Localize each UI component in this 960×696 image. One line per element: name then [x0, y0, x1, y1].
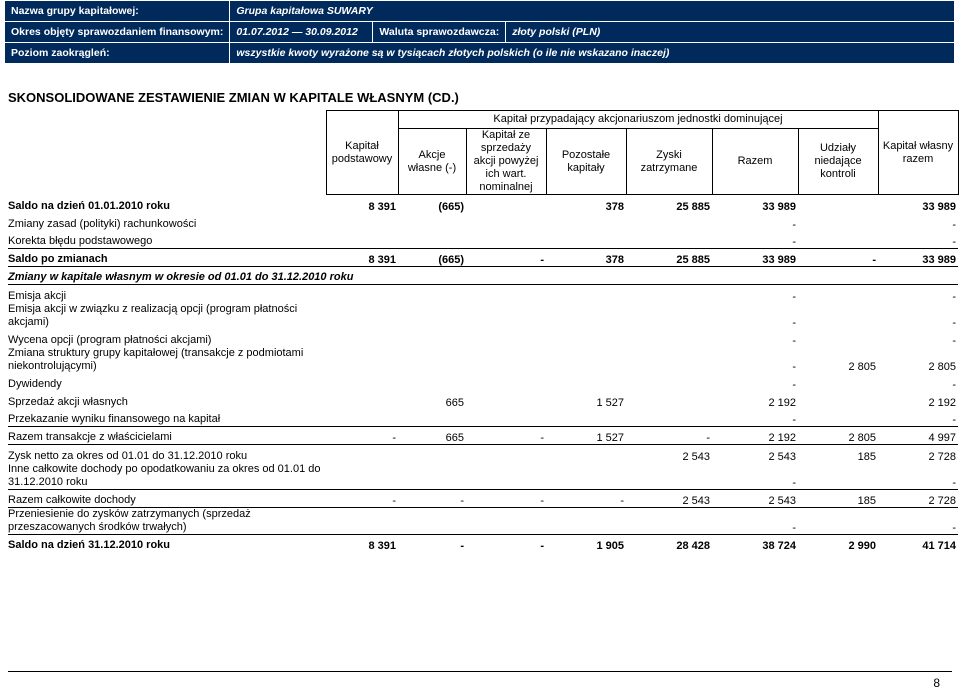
- statement-title: SKONSOLIDOWANE ZESTAWIENIE ZMIAN W KAPITALE WŁASNYM (CD.): [8, 90, 459, 105]
- col-share-capital: Kapitał podstawowy: [326, 111, 398, 195]
- row-value: -: [952, 316, 957, 329]
- table-row: [8, 329, 958, 347]
- row-value: -: [798, 249, 878, 267]
- row-value: [466, 445, 546, 463]
- row-value: (665): [398, 249, 466, 267]
- col-share-premium: Kapitał ze sprzedaży akcji powyżej ich wart. nominalnej: [466, 129, 546, 195]
- row-value: [546, 303, 626, 329]
- row-value: -: [878, 507, 958, 534]
- row-value: [398, 347, 466, 373]
- row-value: [626, 285, 712, 303]
- row-value: 2 543: [712, 489, 798, 507]
- row-value: -: [466, 534, 546, 552]
- row-value: [466, 373, 546, 391]
- row-value: [798, 213, 878, 231]
- row-value: [466, 409, 546, 427]
- table-row: [8, 507, 958, 534]
- row-value: 33 989: [762, 200, 796, 213]
- col-retained-earnings: Zyski zatrzymane: [626, 129, 712, 195]
- row-value: 2 805: [798, 427, 878, 445]
- row-value: [626, 347, 712, 373]
- row-value: 8 391: [326, 249, 398, 267]
- currency-value: złoty polski (PLN): [506, 22, 955, 43]
- row-value: -: [792, 316, 796, 329]
- row-label: Zmiana struktury grupy kapitałowej (transakcje z podmiotami niekontrolującymi): [8, 346, 304, 372]
- table-row: [8, 427, 958, 445]
- row-value: [546, 213, 626, 231]
- row-value: 2 728: [878, 445, 958, 463]
- row-value: 2 192: [712, 427, 798, 445]
- row-value: [398, 303, 466, 329]
- row-value: -: [712, 285, 798, 303]
- row-value: [326, 231, 398, 249]
- row-value: -: [792, 476, 796, 489]
- row-value: -: [466, 489, 546, 507]
- table-row: [8, 534, 958, 552]
- row-value: 25 885: [676, 200, 710, 213]
- row-value: [466, 285, 546, 303]
- row-value: [546, 507, 626, 534]
- row-value: [626, 231, 712, 249]
- row-label: Zmiany zasad (polityki) rachunkowości: [8, 217, 197, 230]
- row-value: [626, 213, 712, 231]
- row-value: [466, 231, 546, 249]
- row-value: 665: [398, 427, 466, 445]
- table-row: [8, 249, 958, 267]
- page-rule: [8, 671, 952, 672]
- row-value: 2 805: [848, 360, 877, 373]
- row-value: [398, 445, 466, 463]
- row-value: [626, 409, 712, 427]
- row-value: [626, 391, 712, 409]
- col-non-controlling: Udziały niedające kontroli: [798, 129, 878, 195]
- page-number: 8: [933, 676, 940, 690]
- row-label: Saldo na dzień 31.12.2010 roku: [8, 534, 326, 552]
- row-label: Emisja akcji w związku z realizacją opcji (program płatności akcjami): [8, 302, 298, 328]
- row-value: [326, 463, 398, 490]
- row-value: [466, 391, 546, 409]
- period-label: Okres objęty sprawozdaniem finansowym:: [5, 22, 230, 43]
- row-label: Przekazanie wyniku finansowego na kapitał: [8, 413, 221, 425]
- row-value: -: [712, 507, 798, 534]
- rounding-label: Poziom zaokrągleń:: [5, 43, 230, 64]
- col-group-parent: Kapitał przypadający akcjonariuszom jednostki dominującej: [398, 111, 878, 129]
- row-value: [326, 303, 398, 329]
- row-value: [326, 213, 398, 231]
- equity-changes-table: [8, 110, 959, 552]
- table-row: [8, 463, 958, 490]
- row-value: [626, 463, 712, 490]
- row-value: [398, 463, 466, 490]
- row-value: 185: [798, 489, 878, 507]
- row-label: Sprzedaż akcji własnych: [8, 395, 128, 408]
- row-value: [626, 329, 712, 347]
- row-value: 378: [605, 200, 624, 213]
- row-value: 2 990: [798, 534, 878, 552]
- col-treasury-shares: Akcje własne (-): [398, 129, 466, 195]
- row-value: -: [952, 218, 957, 231]
- row-value: 665: [445, 396, 464, 409]
- table-row: [8, 489, 958, 507]
- row-value: 41 714: [878, 534, 958, 552]
- row-value: 1 527: [546, 427, 626, 445]
- row-label: Wycena opcji (program płatności akcjami): [8, 333, 212, 346]
- row-value: [546, 463, 626, 490]
- col-total: Razem: [712, 129, 798, 195]
- row-value: -: [952, 476, 957, 489]
- row-label: Przeniesienie do zysków zatrzymanych (sprzedaż przeszacowanych środków trwałych): [8, 507, 326, 534]
- row-label: Emisja akcji: [8, 285, 326, 303]
- row-value: -: [326, 489, 398, 507]
- row-value: [798, 195, 878, 213]
- row-value: -: [878, 285, 958, 303]
- row-value: [326, 285, 398, 303]
- header-blank: [8, 111, 326, 129]
- row-value: [626, 303, 712, 329]
- row-value: [398, 231, 466, 249]
- row-value: -: [952, 414, 957, 426]
- row-label: Zmiany w kapitale własnym w okresie od 01.01 do 31.12.2010 roku: [8, 267, 958, 285]
- row-label: Korekta błędu podstawowego: [8, 235, 153, 247]
- row-value: -: [546, 489, 626, 507]
- row-value: [546, 445, 626, 463]
- table-row: [8, 409, 958, 427]
- row-value: [626, 507, 712, 534]
- row-value: 2 543: [626, 489, 712, 507]
- row-value: -: [466, 427, 546, 445]
- col-other-capital: Pozostałe kapitały: [546, 129, 626, 195]
- table-row: [8, 445, 958, 463]
- row-value: [466, 213, 546, 231]
- row-value: -: [952, 236, 957, 248]
- row-value: [326, 409, 398, 427]
- row-value: [466, 303, 546, 329]
- table-body: [8, 195, 958, 553]
- row-value: -: [792, 236, 796, 248]
- table-row: [8, 391, 958, 409]
- row-value: 1 527: [596, 396, 624, 409]
- row-value: [466, 507, 546, 534]
- row-value: 4 997: [878, 427, 958, 445]
- row-value: 8 391: [368, 200, 396, 213]
- row-value: 1 905: [546, 534, 626, 552]
- row-value: [546, 329, 626, 347]
- row-value: [546, 231, 626, 249]
- row-value: 378: [546, 249, 626, 267]
- row-value: [798, 231, 878, 249]
- row-value: 38 724: [712, 534, 798, 552]
- row-value: 33 989: [712, 249, 798, 267]
- period-value: 01.07.2012 — 30.09.2012: [230, 22, 373, 43]
- row-value: [626, 373, 712, 391]
- table-row: [8, 213, 958, 231]
- col-total-equity: Kapitał własny razem: [878, 111, 958, 195]
- table-row: [8, 373, 958, 391]
- row-value: 2 543: [712, 445, 798, 463]
- row-value: [798, 391, 878, 409]
- group-name-value: Grupa kapitałowa SUWARY: [230, 1, 955, 22]
- row-value: -: [952, 334, 957, 347]
- row-value: [398, 329, 466, 347]
- row-value: 2 805: [928, 360, 957, 373]
- table-row: [8, 303, 958, 329]
- row-value: 185: [798, 445, 878, 463]
- row-value: [326, 373, 398, 391]
- rounding-value: wszystkie kwoty wyrażone są w tysiącach złotych polskich (o ile nie wskazano inaczej): [230, 43, 955, 64]
- row-value: 28 428: [626, 534, 712, 552]
- row-value: 2 543: [626, 445, 712, 463]
- group-name-label: Nazwa grupy kapitałowej:: [5, 1, 230, 22]
- table-row: [8, 267, 958, 285]
- row-value: [326, 329, 398, 347]
- row-value: -: [326, 427, 398, 445]
- row-value: (665): [438, 200, 464, 213]
- row-value: [398, 507, 466, 534]
- row-value: 2 728: [878, 489, 958, 507]
- row-value: -: [626, 427, 712, 445]
- row-value: [398, 285, 466, 303]
- row-value: [798, 463, 878, 490]
- row-label: Zysk netto za okres od 01.01 do 31.12.2010 roku: [8, 445, 326, 463]
- table-row: [8, 195, 958, 213]
- row-label: Razem transakcje z właścicielami: [8, 427, 326, 445]
- table-row: [8, 231, 958, 249]
- row-value: 2 192: [768, 396, 796, 409]
- row-value: [546, 285, 626, 303]
- row-value: -: [792, 334, 796, 347]
- row-value: -: [952, 378, 957, 391]
- row-value: -: [466, 249, 546, 267]
- row-value: -: [398, 489, 466, 507]
- row-value: [326, 507, 398, 534]
- row-label: Saldo po zmianach: [8, 249, 326, 267]
- row-label: Dywidendy: [8, 377, 62, 390]
- row-value: [466, 195, 546, 213]
- row-value: [398, 373, 466, 391]
- row-label: Razem całkowite dochody: [8, 489, 326, 507]
- table-row: [8, 347, 958, 373]
- row-label: Inne całkowite dochody po opodatkowaniu za okres od 01.01 do 31.12.2010 roku: [8, 462, 321, 488]
- row-value: -: [792, 360, 796, 373]
- row-value: -: [792, 378, 796, 391]
- row-value: [466, 329, 546, 347]
- row-value: [466, 347, 546, 373]
- row-value: 8 391: [326, 534, 398, 552]
- row-value: [546, 373, 626, 391]
- row-value: [546, 409, 626, 427]
- row-value: [326, 391, 398, 409]
- row-value: 33 989: [878, 249, 958, 267]
- row-value: [466, 463, 546, 490]
- row-value: [326, 445, 398, 463]
- row-value: [798, 303, 878, 329]
- row-value: [398, 213, 466, 231]
- row-value: 25 885: [626, 249, 712, 267]
- row-value: [798, 329, 878, 347]
- row-value: [546, 347, 626, 373]
- row-value: -: [792, 218, 796, 231]
- row-value: [798, 409, 878, 427]
- row-value: [798, 507, 878, 534]
- currency-label: Waluta sprawozdawcza:: [373, 22, 506, 43]
- report-header: [4, 0, 955, 64]
- row-label: Saldo na dzień 01.01.2010 roku: [8, 199, 171, 212]
- row-value: 33 989: [922, 200, 957, 213]
- row-value: -: [398, 534, 466, 552]
- table-row: [8, 285, 958, 303]
- row-value: [326, 347, 398, 373]
- row-value: 2 192: [928, 396, 957, 409]
- row-value: [398, 409, 466, 427]
- row-value: [798, 285, 878, 303]
- row-value: -: [792, 414, 796, 426]
- row-value: [798, 373, 878, 391]
